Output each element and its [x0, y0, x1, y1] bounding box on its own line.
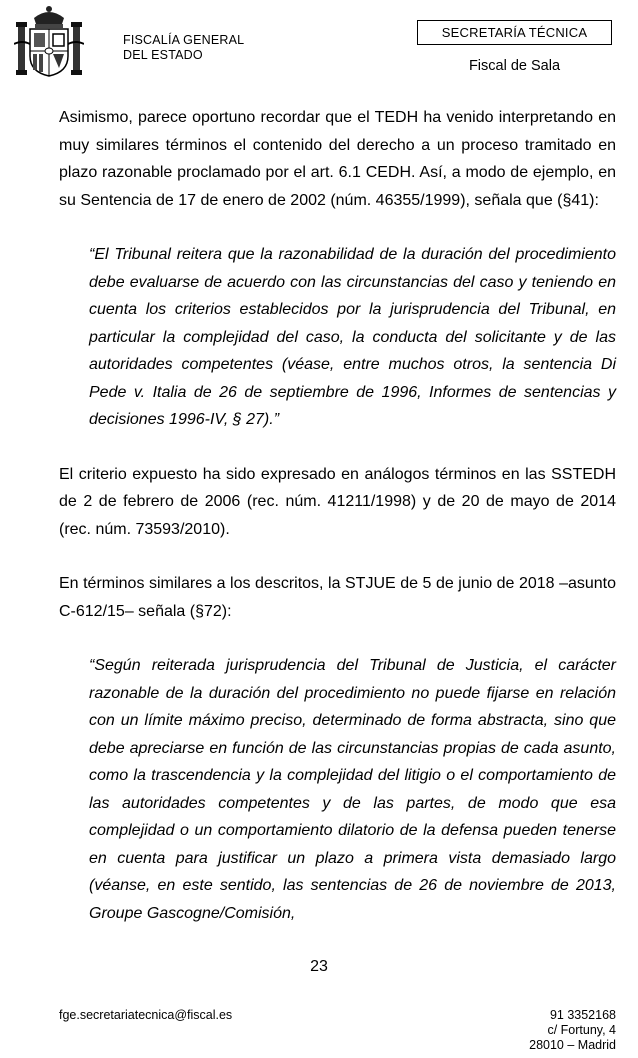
spain-coat-of-arms-icon	[14, 4, 84, 80]
footer-phone: 91 3352168	[549, 1008, 616, 1022]
department-box: SECRETARÍA TÉCNICA	[417, 20, 612, 45]
block-quote: “El Tribunal reitera que la razonabilidad de la duración del procedimiento debe evaluarse de acuerdo con las circunstancias del caso y teniendo en cuenta los criterios establecidos por la jurisprudencia del Tribunal, en particular la complejidad del caso, la conducta del solicitante y de las autoridades competentes (véase, entre muchos otros, la sentencia Di Pede v. Italia de 26 de septiembre de 1996, Informes de sentencias y decisiones 1996-IV, § 27).”	[89, 246, 616, 428]
footer-city: 28010 – Madrid	[529, 1038, 616, 1052]
paragraph: Asimismo, parece oportuno recordar que el TEDH ha venido interpretando en muy similares términos el contenido del derecho a un proceso tramitado en plazo razonable proclamado por el art. 6.1 CEDH. Así, a modo de ejemplo, en su Sentencia de 17 de enero de 2002 (núm. 46355/1999), señala que (§41):	[59, 109, 616, 209]
footer-street: c/ Fortuny, 4	[547, 1023, 616, 1037]
page-number: 23	[310, 958, 328, 975]
document-body	[59, 104, 616, 954]
footer-address	[529, 1008, 616, 1053]
block-quote: “Según reiterada jurisprudencia del Tribunal de Justicia, el carácter razonable de la duración del procedimiento no puede fijarse en relación con un límite máximo preciso, determinado de forma abstracta, sino que debe apreciarse en función de las circunstancias propias de cada asunto, como la trascendencia y la complejidad del litigio o el comportamiento de las autoridades competentes y de las partes, de modo que esa complejidad o un comportamiento dilatorio de la defensa pueden tenerse en cuenta para justificar un plazo a primera vista demasiado largo (véanse, en este sentido, las sentencias de 26 de noviembre de 2013, Groupe Gascogne/Comisión,	[89, 657, 616, 922]
footer-email: fge.secretariatecnica@fiscal.es	[59, 1008, 233, 1022]
department-subtitle: Fiscal de Sala	[468, 58, 561, 74]
paragraph: El criterio expuesto ha sido expresado en análogos términos en las SSTEDH de 2 de febrero de 2006 (rec. núm. 41211/1998) y de 20 de mayo de 2014 (rec. núm. 73593/2010).	[59, 465, 616, 538]
organization-line-2: DEL ESTADO	[123, 48, 203, 62]
organization-line-1: FISCALÍA GENERAL	[123, 33, 245, 47]
organization-name	[123, 33, 244, 63]
paragraph: En términos similares a los descritos, la STJUE de 5 de junio de 2018 –asunto C-612/15– señala (§72):	[59, 575, 616, 620]
